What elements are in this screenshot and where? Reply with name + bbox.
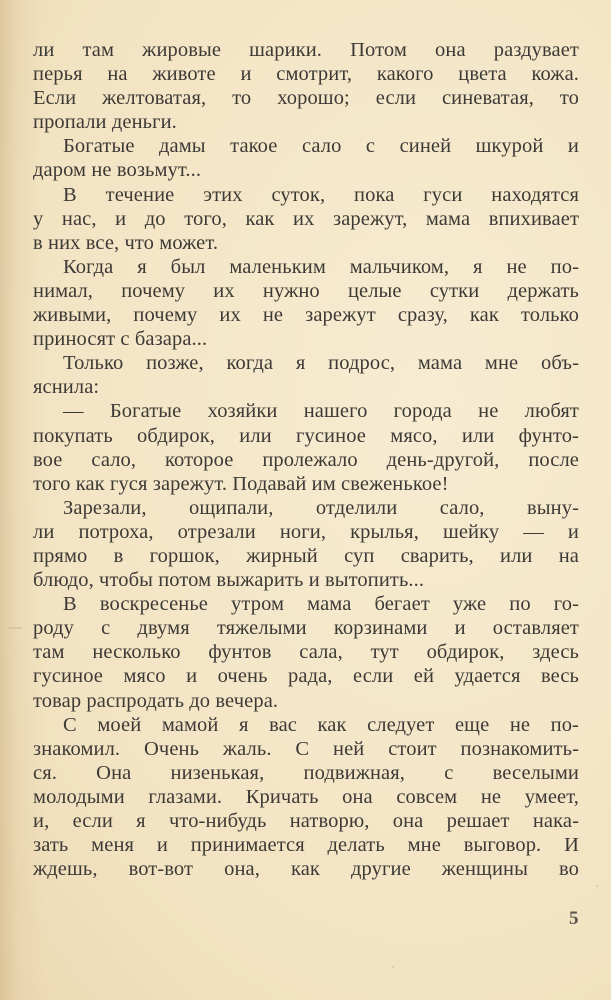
text-line: яснила: bbox=[33, 376, 100, 399]
text-line: у нас, и до того, как их зарежут, мама впихивает bbox=[33, 207, 579, 230]
text-line: зать меня и принимается делать мне выговор. И bbox=[33, 834, 579, 857]
paragraph-first-line: Зарезали, ощипали, отделили сало, выну- bbox=[63, 496, 579, 519]
paragraph-first-line: — Богатые хозяйки нашего города не любят bbox=[63, 400, 579, 423]
text-line: перья на животе и смотрит, какого цвета кожа. bbox=[33, 63, 579, 86]
paragraph-first-line: Когда я был маленьким мальчиком, я не по- bbox=[63, 255, 579, 278]
text-line: даром не возьмут... bbox=[33, 159, 202, 182]
text-line: того как гуся зарежут. Подавай им свеженькое! bbox=[33, 472, 449, 495]
text-line: пропали деньги. bbox=[33, 111, 177, 134]
body-text bbox=[33, 38, 579, 881]
text-line: ся. Она низенькая, подвижная, с веселыми bbox=[33, 761, 579, 784]
paragraph-first-line: Богатые дамы такое сало с синей шкурой и bbox=[63, 135, 579, 158]
text-line: ждешь, вот-вот она, как другие женщины во bbox=[33, 858, 579, 881]
text-line: приносят с базара... bbox=[33, 328, 208, 351]
paper-speck bbox=[392, 966, 394, 968]
text-line: роду с двумя тяжелыми корзинами и оставляет bbox=[33, 617, 579, 640]
paragraph-first-line: В течение этих суток, пока гуси находятся bbox=[63, 183, 579, 206]
text-line: молодыми глазами. Кричать она совсем не умеет, bbox=[33, 785, 579, 808]
text-line: товар распродать до вечера. bbox=[33, 689, 279, 712]
text-line: в них все, что может. bbox=[33, 231, 219, 254]
paper-speck bbox=[8, 627, 22, 629]
page-number: 5 bbox=[569, 908, 579, 929]
paragraph-first-line: С моей мамой я вас как следует еще не по- bbox=[63, 713, 579, 736]
paragraph-first-line: В воскресенье утром мама бегает уже по го- bbox=[63, 593, 579, 616]
text-line: ли там жировые шарики. Потом она раздувает bbox=[33, 39, 579, 61]
paragraph-first-line: Только позже, когда я подрос, мама мне объ- bbox=[63, 352, 579, 375]
text-line: прямо в горшок, жирный суп сварить, или на bbox=[33, 544, 579, 567]
text-line: вое сало, которое пролежало день-другой, после bbox=[33, 448, 579, 471]
text-line: нимал, почему их нужно целые сутки держать bbox=[33, 279, 579, 302]
text-line: знакомил. Очень жаль. С ней стоит познакомить- bbox=[33, 737, 579, 760]
text-line: покупать обдирок, или гусиное мясо, или фунто- bbox=[33, 424, 579, 447]
text-line: Если желтоватая, то хорошо; если синеватая, то bbox=[33, 87, 579, 110]
text-line: там несколько фунтов сала, тут обдирок, здесь bbox=[33, 641, 579, 664]
paper-speck bbox=[596, 885, 598, 887]
text-line: и, если я что-нибудь натворю, она решает нака- bbox=[33, 810, 579, 832]
text-line: живыми, почему их не зарежут сразу, как только bbox=[33, 304, 579, 327]
text-line: блюдо, чтобы потом выжарить и вытопить... bbox=[33, 569, 425, 592]
text-line: ли потроха, отрезали ноги, крылья, шейку — и bbox=[33, 520, 579, 543]
text-line: гусиное мясо и очень рада, если ей удается весь bbox=[33, 665, 579, 688]
